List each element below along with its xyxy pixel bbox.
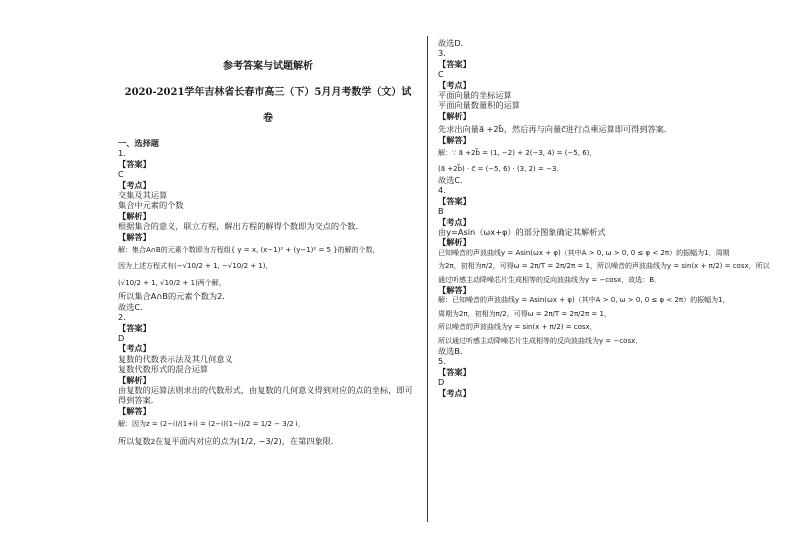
analysis-text: 先求出向量a⃗ +2b⃗，然后再与向量c⃗进行点乘运算即可得到答案． bbox=[438, 124, 673, 135]
analysis-tag: 【解析】 bbox=[118, 374, 151, 385]
answer-tag: 【答案】 bbox=[118, 322, 151, 333]
solution-line: 故选D． bbox=[438, 38, 469, 48]
solution-line: 所以复数z在复平面内对应的点为(1/2, −3/2)，在第四象限． bbox=[118, 435, 340, 446]
question-number: 5. bbox=[438, 356, 446, 367]
answer-tag: 【答案】 bbox=[438, 58, 471, 69]
doc-subtitle-tail: 卷 bbox=[263, 113, 273, 124]
knowledge-point-tag: 【考点】 bbox=[118, 343, 151, 354]
analysis-tag: 【解析】 bbox=[118, 210, 151, 221]
solution-line: 所以通过听感主动降噪芯片生成相等的反向波曲线为y = −cosx． bbox=[438, 336, 643, 345]
knowledge-point: 复数代数形式的混合运算 bbox=[118, 364, 209, 375]
solution-line: 周期为2π，初相为π/2，可得ω = 2π/T = 2π/2π = 1， bbox=[438, 309, 611, 318]
right-column bbox=[438, 38, 770, 398]
analysis-text: 根据集合的意义，联立方程，解出方程的解得个数即为交点的个数． bbox=[118, 221, 364, 232]
solution-line: 解：集合A∩B的元素个数即为方程组{ y = x, (x−1)² + (y−1)² = 5 }的解的个数， bbox=[118, 246, 380, 255]
knowledge-point-tag: 【考点】 bbox=[438, 216, 471, 227]
knowledge-point: 平面向量的坐标运算 bbox=[438, 90, 512, 101]
solution-line: (√10/2 + 1, √10/2 + 1)两个解， bbox=[118, 278, 226, 287]
knowledge-point: 集合中元素的个数 bbox=[118, 200, 184, 211]
doc-subtitle: 2020-2021学年吉林省长春市高三（下）5月月考数学（文）试 bbox=[124, 87, 412, 98]
knowledge-point-tag: 【考点】 bbox=[438, 79, 471, 90]
knowledge-point: 复数的代数表示法及其几何意义 bbox=[118, 353, 233, 364]
answer-value: C bbox=[438, 69, 444, 80]
solution-line: 故选B． bbox=[438, 345, 469, 356]
knowledge-point-tag: 【考点】 bbox=[438, 387, 471, 398]
solution-line: (a⃗ +2b⃗) · c⃗ = (−5, 6) · (3, 2) = −3． bbox=[438, 165, 564, 174]
analysis-text: 已知噪音的声波曲线y = Asin(ωx + φ)（其中A > 0, ω > 0, 0 ≤ φ < 2π）的振幅为1，周期 bbox=[438, 248, 730, 257]
solution-tag: 【解答】 bbox=[438, 134, 471, 145]
solution-line: 所以集合A∩B的元素个数为2． bbox=[118, 291, 231, 302]
analysis-tag: 【解析】 bbox=[438, 237, 471, 248]
analysis-text: 通过听感主动降噪芯片生成相等的反向波曲线为y = −cosx，故选：B． bbox=[438, 275, 662, 284]
solution-tag: 【解答】 bbox=[118, 405, 151, 416]
solution-line: 因为上述方程式有(−√10/2 + 1, −√10/2 + 1)， bbox=[118, 262, 273, 271]
answer-value: C bbox=[118, 169, 124, 180]
solution-tag: 【解答】 bbox=[118, 231, 151, 242]
analysis-text: 为2π，初相为π/2，可得ω = 2π/T = 2π/2π = 1，所以噪音的声波曲线为y = sin(x + π/2) = cosx，所以 bbox=[438, 262, 770, 271]
analysis-text: 得到答案． bbox=[118, 395, 159, 406]
left-column bbox=[118, 36, 418, 446]
solution-line: 故选C． bbox=[118, 301, 149, 312]
answer-tag: 【答案】 bbox=[118, 158, 151, 169]
analysis-tag: 【解析】 bbox=[438, 110, 471, 121]
solution-tag: 【解答】 bbox=[438, 284, 471, 295]
solution-line: 解：因为z = (2−i)/(1+i) = (2−i)(1−i)/2 = 1/2 − 3/2 i， bbox=[118, 420, 305, 429]
solution-line: 解：∵ a⃗ +2b⃗ = (1, −2) + 2(−3, 4) = (−5, 6)， bbox=[438, 149, 597, 158]
question-number: 1. bbox=[118, 148, 126, 159]
column-divider bbox=[427, 36, 428, 522]
question-number: 3. bbox=[438, 48, 446, 59]
analysis-text: 由复数的运算法则求出的代数形式，由复数的几何意义得到对应的点的坐标，即可 bbox=[118, 384, 413, 395]
answer-tag: 【答案】 bbox=[438, 195, 471, 206]
knowledge-point: 由y=Asin（ωx+φ）的部分图象确定其解析式 bbox=[438, 226, 606, 237]
question-number: 2. bbox=[118, 312, 126, 323]
answer-value: D bbox=[118, 332, 125, 343]
knowledge-point: 交集及其运算 bbox=[118, 190, 168, 201]
knowledge-point: 平面向量数量积的运算 bbox=[438, 100, 520, 111]
answer-value: B bbox=[438, 206, 444, 217]
doc-title: 参考答案与试题解析 bbox=[223, 61, 313, 72]
answer-tag: 【答案】 bbox=[438, 366, 471, 377]
solution-line: 故选C． bbox=[438, 174, 469, 185]
knowledge-point-tag: 【考点】 bbox=[118, 179, 151, 190]
solution-line: 所以噪音的声波曲线为y = sin(x + π/2) = cosx， bbox=[438, 323, 597, 332]
section-heading: 一、选择题 bbox=[118, 138, 159, 148]
question-number: 4. bbox=[438, 185, 446, 196]
answer-value: D bbox=[438, 377, 445, 388]
solution-line: 解：已知噪音的声波曲线y = Asin(ωx + φ)（其中A > 0, ω > 0, 0 ≤ φ < 2π）的振幅为1， bbox=[438, 296, 730, 305]
